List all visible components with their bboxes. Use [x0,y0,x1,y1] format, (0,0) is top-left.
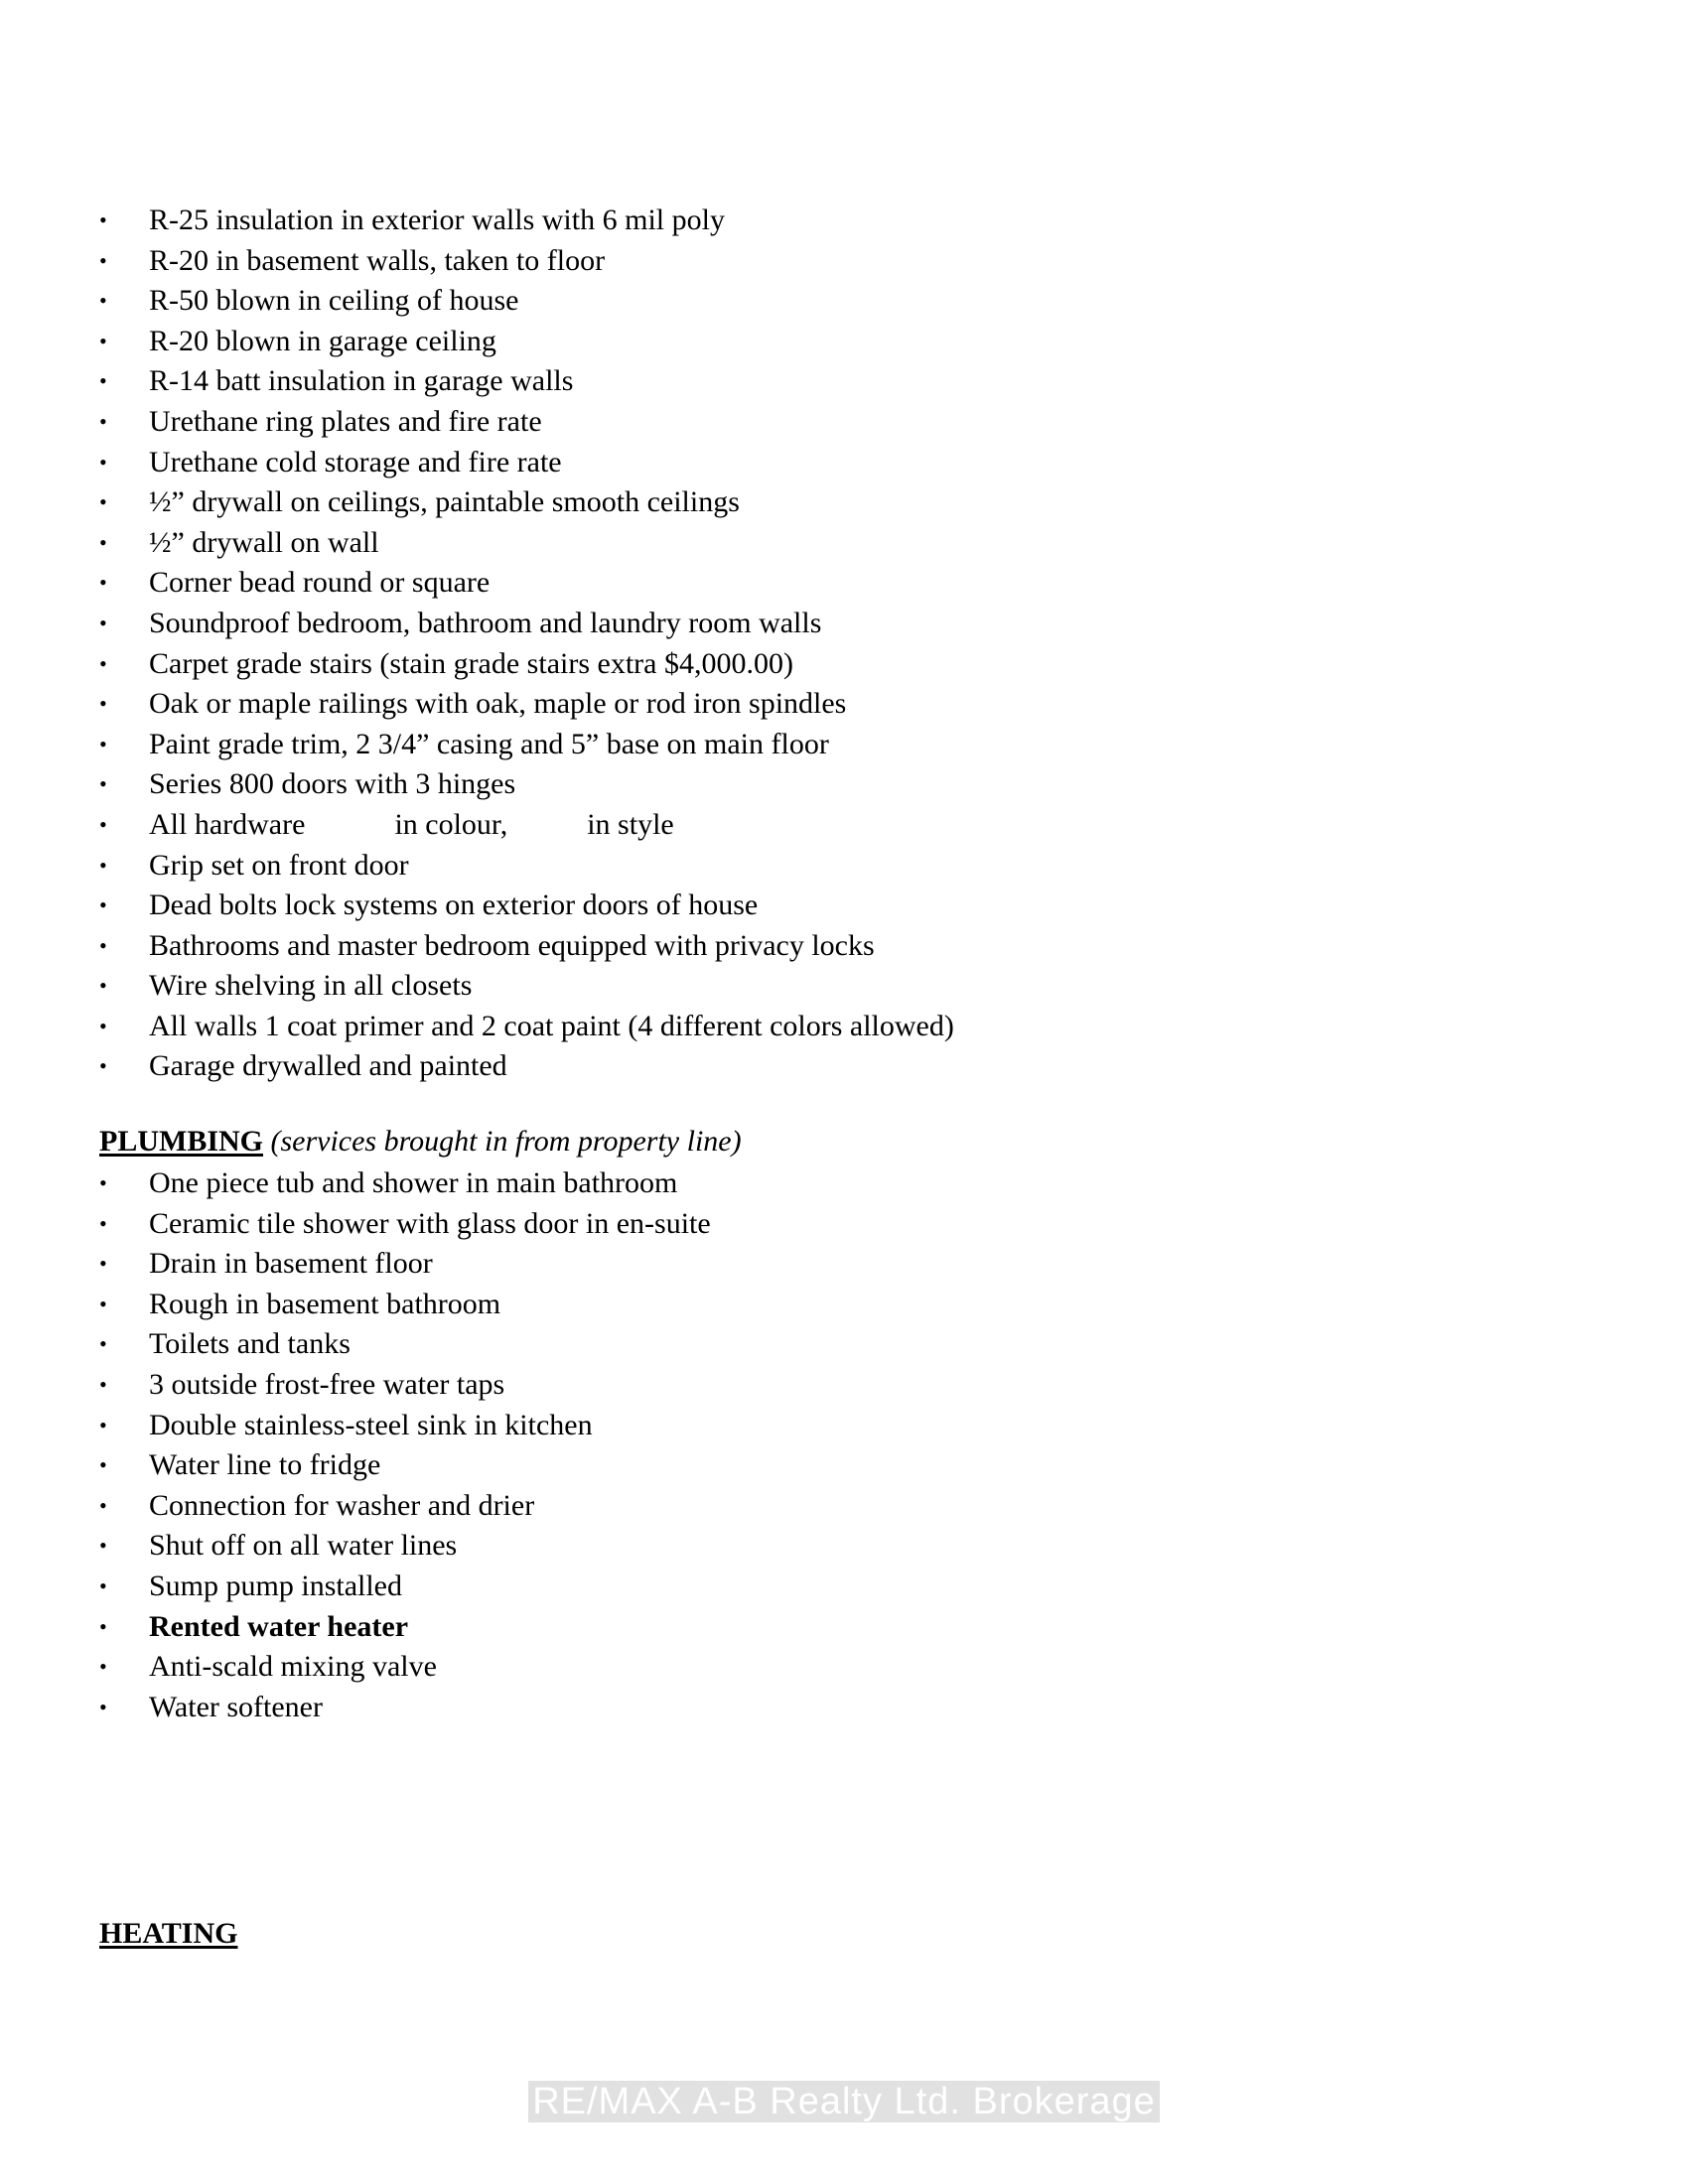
list-item-hardware [0,805,1489,846]
list-item-text: Oak or maple railings with oak, maple or rod iron spindles [149,687,847,721]
bullet-icon: • [99,1572,107,1598]
list-item-text: Connection for washer and drier [149,1488,535,1522]
list-item-text: All walls 1 coat primer and 2 coat paint (4 different colors allowed) [149,1009,954,1042]
bullet-icon: • [99,610,107,635]
bullet-icon: • [99,973,107,999]
list-item [0,1285,1489,1325]
list-item [0,1486,1489,1527]
bullet-icon: • [99,771,107,797]
bullet-icon: • [99,1013,107,1038]
bullet-icon: • [99,1210,107,1236]
list-item [0,684,1489,725]
list-item [0,764,1489,805]
bullet-icon: • [99,247,107,273]
list-item-text: Water line to fridge [149,1448,381,1482]
heating-heading [99,1914,237,1954]
list-item-text: Urethane ring plates and fire rate [149,404,542,438]
list-item-text: Garage drywalled and painted [149,1049,507,1083]
list-item [0,1647,1489,1688]
list-item-text: Bathrooms and master bedroom equipped with privacy locks [149,928,875,962]
list-item-text: 3 outside frost-free water taps [149,1367,505,1401]
list-item-text: Water softener [149,1690,323,1723]
bullet-icon: • [99,529,107,555]
list-item [0,322,1489,362]
list-item [0,443,1489,483]
list-item-text: Urethane cold storage and fire rate [149,445,562,478]
list-item [0,846,1489,887]
bullet-icon: • [99,811,107,837]
list-item [0,926,1489,967]
list-item [0,1567,1489,1607]
list-item [0,966,1489,1007]
list-item-text: Shut off on all water lines [149,1529,458,1563]
list-item-text: Dead bolts lock systems on exterior doors of house [149,888,759,922]
list-item [0,1406,1489,1446]
list-item [0,1046,1489,1087]
list-item-text: Paint grade trim, 2 3/4” casing and 5” base on main floor [149,727,829,760]
list-item [0,201,1489,241]
bullet-icon: • [99,288,107,314]
bullet-icon: • [99,1053,107,1079]
list-item [0,886,1489,926]
list-item [0,241,1489,282]
list-item-text: Corner bead round or square [149,566,491,600]
plumbing-items-list [0,1163,1489,1727]
list-item-text: ½” drywall on ceilings, paintable smooth ceilings [149,485,740,519]
list-item-text: Toilets and tanks [149,1327,351,1361]
general-items-list [0,201,1489,1087]
bullet-icon: • [99,1694,107,1719]
list-item [0,1688,1489,1728]
plumbing-heading [99,1122,742,1161]
list-item [0,563,1489,604]
heating-title: HEATING [99,1917,238,1950]
list-item [0,1445,1489,1486]
hardware-text-part: All hardware [149,807,306,841]
list-item [0,1526,1489,1567]
list-item-text: One piece tub and shower in main bathroom [149,1166,678,1199]
plumbing-note: (services brought in from property line) [270,1125,742,1158]
list-item [0,281,1489,322]
list-item-text: Sump pump installed [149,1569,402,1602]
bullet-icon: • [99,1412,107,1437]
list-item [0,361,1489,402]
bullet-icon: • [99,932,107,958]
list-item-text [149,805,674,846]
list-item-text: Grip set on front door [149,848,409,882]
bullet-icon: • [99,1452,107,1478]
list-item [0,1244,1489,1285]
list-item-text: Rented water heater [149,1609,409,1643]
list-item-text: R-14 batt insulation in garage walls [149,364,574,398]
watermark-text: RE/MAX A-B Realty Ltd. Brokerage [528,2081,1160,2122]
hardware-text-part: in style [587,807,674,841]
bullet-icon: • [99,650,107,676]
list-item-text: R-20 in basement walls, taken to floor [149,243,606,277]
bullet-icon: • [99,570,107,596]
list-item [0,1324,1489,1365]
bullet-icon: • [99,1170,107,1195]
bullet-icon: • [99,1291,107,1316]
list-item-text: Drain in basement floor [149,1247,433,1281]
list-item [0,1365,1489,1406]
bullet-icon: • [99,1331,107,1357]
list-item [0,402,1489,443]
list-item [0,725,1489,765]
list-item-text: Carpet grade stairs (stain grade stairs extra $4,000.00) [149,646,793,680]
bullet-icon: • [99,1251,107,1277]
list-item-text: Ceramic tile shower with glass door in en-suite [149,1206,711,1240]
watermark [0,2081,1688,2123]
bullet-icon: • [99,731,107,756]
hardware-text-part: in colour, [394,807,508,841]
bullet-icon: • [99,1533,107,1559]
plumbing-title: PLUMBING [99,1125,263,1158]
bullet-icon: • [99,892,107,918]
bullet-icon: • [99,1492,107,1518]
list-item [0,1007,1489,1047]
list-item [0,1607,1489,1648]
bullet-icon: • [99,1371,107,1397]
bullet-icon: • [99,691,107,717]
bullet-icon: • [99,207,107,232]
list-item-text: Soundproof bedroom, bathroom and laundry room walls [149,606,822,639]
bullet-icon: • [99,489,107,515]
list-item-text: R-20 blown in garage ceiling [149,324,496,357]
list-item-text: Rough in basement bathroom [149,1287,501,1320]
list-item [0,644,1489,685]
list-item [0,1163,1489,1204]
list-item [0,1204,1489,1245]
bullet-icon: • [99,368,107,394]
list-item-text: ½” drywall on wall [149,525,379,559]
bullet-icon: • [99,1613,107,1639]
bullet-icon: • [99,852,107,878]
list-item-text: Anti-scald mixing valve [149,1650,437,1684]
bullet-icon: • [99,449,107,475]
list-item-text: Series 800 doors with 3 hinges [149,767,516,801]
list-item [0,604,1489,644]
list-item [0,523,1489,564]
bullet-icon: • [99,408,107,434]
bullet-icon: • [99,1654,107,1680]
list-item [0,482,1489,523]
list-item-text: Wire shelving in all closets [149,969,473,1003]
list-item-text: R-25 insulation in exterior walls with 6 mil poly [149,204,725,236]
bullet-icon: • [99,328,107,353]
list-item-text: Double stainless-steel sink in kitchen [149,1408,593,1441]
list-item-text: R-50 blown in ceiling of house [149,284,519,318]
